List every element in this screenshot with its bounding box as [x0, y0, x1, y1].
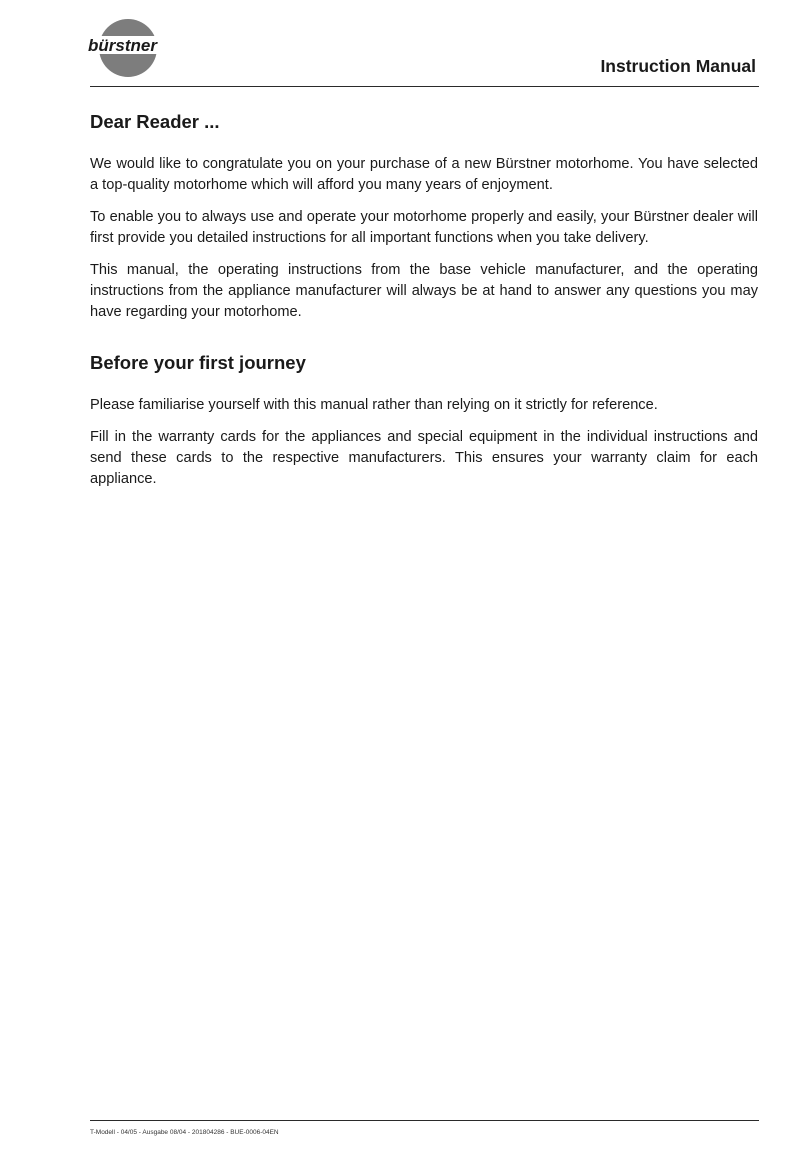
logo-graphic — [84, 18, 194, 78]
section-dear-reader — [90, 110, 758, 323]
logo-text: bürstner — [88, 36, 157, 55]
paragraph: We would like to congratulate you on your purchase of a new Bürstner motorhome. You have selected a top-quality motorhome which will afford you many years of enjoyment. — [90, 156, 758, 194]
paragraph: To enable you to always use and operate your motorhome properly and easily, your Bürstner dealer will first provide you detailed instructions for all important functions when you take delivery. — [90, 209, 758, 247]
section-before-first-journey — [90, 351, 758, 490]
footer-text: T-Modell - 04/05 - Ausgabe 08/04 - 201804286 - BUE-0006-04EN — [90, 1129, 279, 1136]
footer-divider — [90, 1120, 759, 1121]
paragraph: This manual, the operating instructions from the base vehicle manufacturer, and the operating instructions from the appliance manufacturer will always be at hand to answer any questions you may have regarding your motorhome. — [90, 262, 758, 321]
section-heading: Before your first journey — [90, 352, 306, 374]
document-title: Instruction Manual — [600, 56, 756, 76]
section-heading: Dear Reader ... — [90, 111, 220, 132]
paragraph: Please familiarise yourself with this manual rather than relying on it strictly for reference. — [90, 397, 658, 414]
paragraph: Fill in the warranty cards for the appliances and special equipment in the individual instructions and send these cards to the respective manufacturers. This ensures your warranty claim for each appliance. — [90, 429, 758, 488]
burstner-logo — [84, 18, 194, 78]
main-content — [90, 110, 758, 518]
header-divider — [90, 86, 759, 87]
